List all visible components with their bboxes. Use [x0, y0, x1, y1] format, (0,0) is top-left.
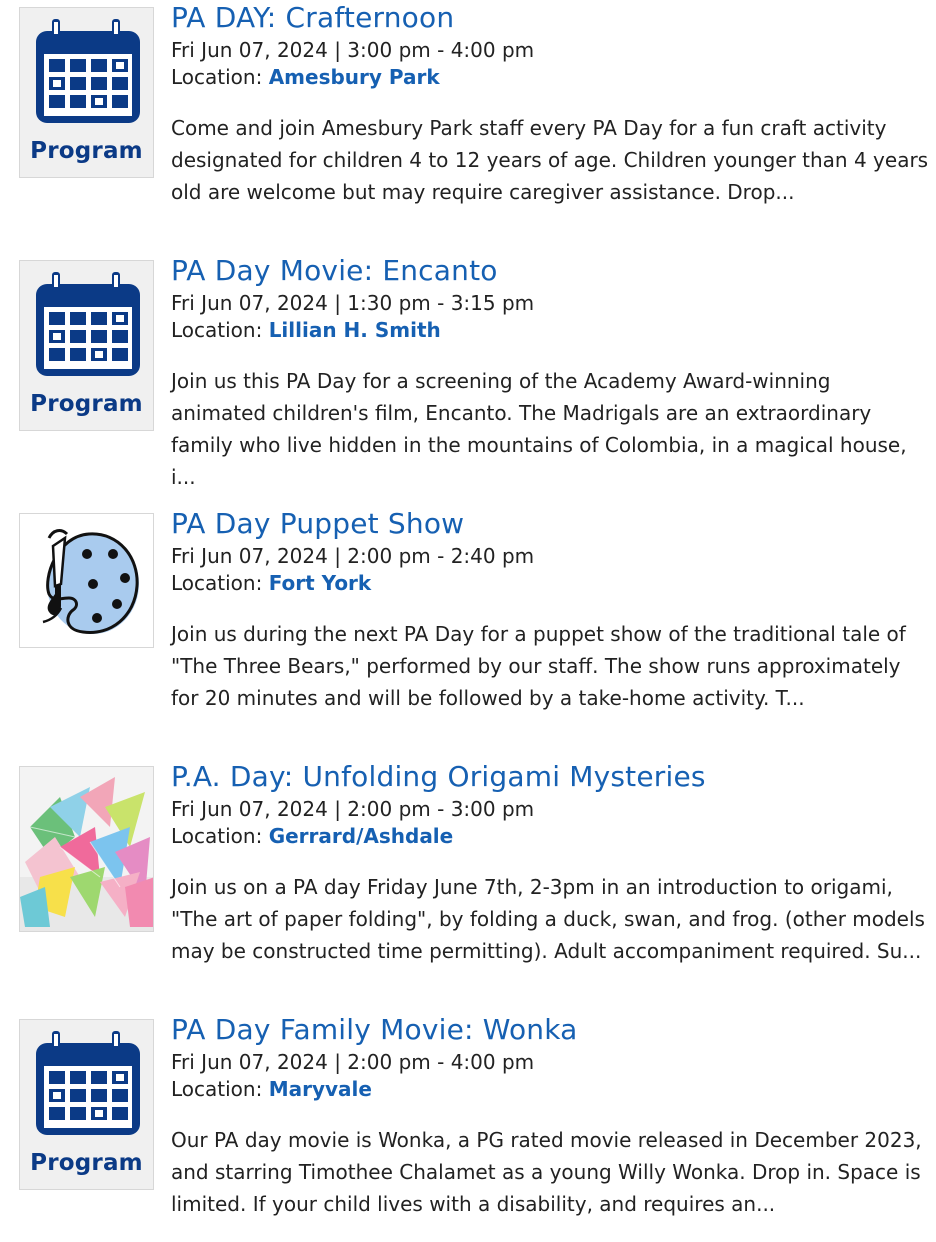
location-label: Location: [171, 1077, 263, 1101]
location-link[interactable]: Gerrard/Ashdale [268, 824, 454, 848]
calendar-icon [35, 18, 141, 124]
location-link[interactable]: Amesbury Park [268, 65, 440, 89]
event-description: Join us on a PA day Friday June 7th, 2-3pm in an introduction to origami, "The art of paper folding", by folding a duck, swan, and frog. (other models may be constructed time permitting). Adult accompaniment required. Su... [171, 875, 925, 963]
location-label: Location: [171, 571, 263, 595]
event-location [171, 63, 440, 91]
event-item [0, 1012, 936, 1242]
event-date: Fri Jun 07, 2024 | 1:30 pm - 3:15 pm [171, 291, 535, 315]
location-link[interactable]: Maryvale [268, 1077, 372, 1101]
event-title-link[interactable]: PA Day Puppet Show [171, 507, 465, 540]
event-title-link[interactable]: PA DAY: Crafternoon [171, 1, 455, 34]
event-title-link[interactable]: PA Day Family Movie: Wonka [171, 1013, 578, 1046]
location-label: Location: [171, 65, 263, 89]
event-location [171, 316, 441, 344]
event-location [171, 1075, 372, 1103]
program-badge-label: Program [30, 391, 143, 417]
event-item [0, 0, 936, 230]
event-item [0, 506, 936, 736]
location-link[interactable]: Lillian H. Smith [268, 318, 441, 342]
event-date: Fri Jun 07, 2024 | 2:00 pm - 2:40 pm [171, 544, 535, 568]
event-date: Fri Jun 07, 2024 | 3:00 pm - 4:00 pm [171, 38, 535, 62]
calendar-icon [35, 271, 141, 377]
program-badge-label: Program [30, 1150, 143, 1176]
program-badge-label: Program [30, 138, 143, 164]
location-label: Location: [171, 824, 263, 848]
event-title-link[interactable]: PA Day Movie: Encanto [171, 254, 498, 287]
event-thumbnail[interactable] [19, 260, 154, 431]
event-item [0, 759, 936, 989]
event-thumbnail[interactable] [19, 1019, 154, 1190]
event-description: Come and join Amesbury Park staff every PA Day for a fun craft activity designated for children 4 to 12 years of age. Children younger than 4 years old are welcome but may require caregiver assistance. Drop... [171, 116, 929, 204]
location-label: Location: [171, 318, 263, 342]
event-location [171, 569, 371, 597]
event-thumbnail[interactable] [19, 7, 154, 178]
event-location [171, 822, 453, 850]
event-title-link[interactable]: P.A. Day: Unfolding Origami Mysteries [171, 760, 706, 793]
event-description: Join us this PA Day for a screening of the Academy Award-winning animated children's film, Encanto. The Madrigals are an extraordinary family who live hidden in the mountains of Colombia, in a magical house, i... [171, 369, 907, 489]
event-date: Fri Jun 07, 2024 | 2:00 pm - 4:00 pm [171, 1050, 535, 1074]
event-thumbnail[interactable] [19, 766, 154, 932]
event-item [0, 253, 936, 489]
location-link[interactable]: Fort York [268, 571, 372, 595]
origami-cranes-photo [20, 767, 154, 932]
paint-palette-icon [31, 524, 143, 636]
event-description: Our PA day movie is Wonka, a PG rated movie released in December 2023, and starring Timothee Chalamet as a young Willy Wonka. Drop in. Space is limited. If your child lives with a disability, and requires an... [171, 1128, 922, 1216]
calendar-icon [35, 1030, 141, 1136]
event-thumbnail[interactable] [19, 513, 154, 648]
event-description: Join us during the next PA Day for a puppet show of the traditional tale of "The Three Bears," performed by our staff. The show runs approximately for 20 minutes and will be followed by a take-home activity. T... [171, 622, 906, 710]
event-date: Fri Jun 07, 2024 | 2:00 pm - 3:00 pm [171, 797, 535, 821]
